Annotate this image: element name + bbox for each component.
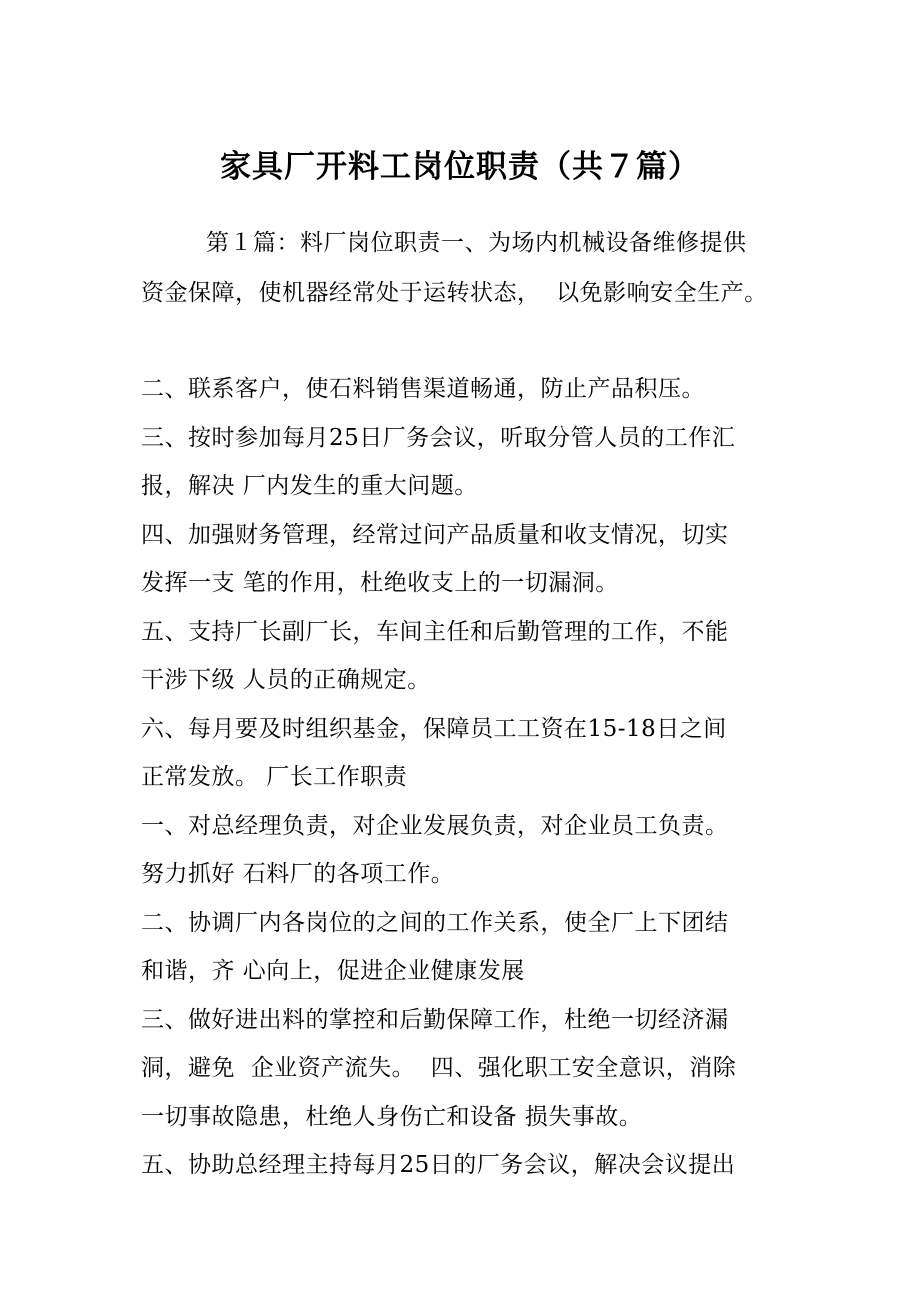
- paragraph-line: 六、每月要及时组织基金，保障员工工资在15-18日之间: [141, 716, 727, 742]
- paragraph-line: 五、支持厂长副厂长，车间主任和后勤管理的工作，不能: [141, 619, 729, 645]
- paragraph-line: 资金保障，使机器经常处于运转状态， 以免影响安全生产。: [141, 280, 768, 306]
- paragraph-line: 一切事故隐患，杜绝人身伤亡和设备 损失事故。: [141, 1104, 643, 1130]
- paragraph-line: 三、按时参加每月25日厂务会议，听取分管人员的工作汇: [141, 425, 736, 451]
- paragraph-line: 三、做好进出料的掌控和后勤保障工作，杜绝一切经济漏: [141, 1007, 729, 1033]
- paragraph-line: 二、联系客户，使石料销售渠道畅通，防止产品积压。: [141, 376, 705, 402]
- paragraph-line: 四、加强财务管理，经常过问产品质量和收支情况，切实: [141, 522, 729, 548]
- paragraph-line: 一、对总经理负责，对企业发展负责，对企业员工负责。: [141, 813, 729, 839]
- paragraph-line: 和谐，齐 心向上，促进企业健康发展: [141, 958, 525, 984]
- paragraph-line: 第１篇：料厂岗位职责一、为场内机械设备维修提供: [206, 230, 747, 256]
- paragraph-line: 干涉下级 人员的正确规定。: [141, 667, 431, 693]
- paragraph-line: 发挥一支 笔的作用，杜绝收支上的一切漏洞。: [141, 570, 619, 596]
- paragraph-line: 洞，避免 企业资产流失。 四、强化职工安全意识，消除: [141, 1055, 737, 1081]
- paragraph-line: 五、协助总经理主持每月25日的厂务会议，解决会议提出: [141, 1152, 736, 1178]
- paragraph-line: 正常发放。 厂长工作职责: [141, 764, 408, 790]
- document-title: 家具厂开料工岗位职责（共７篇）: [220, 149, 700, 185]
- paragraph-line: 努力抓好 石料厂的各项工作。: [141, 861, 455, 887]
- paragraph-line: 二、协调厂内各岗位的之间的工作关系，使全厂上下团结: [141, 910, 729, 936]
- paragraph-line: 报，解决 厂内发生的重大问题。: [141, 473, 478, 499]
